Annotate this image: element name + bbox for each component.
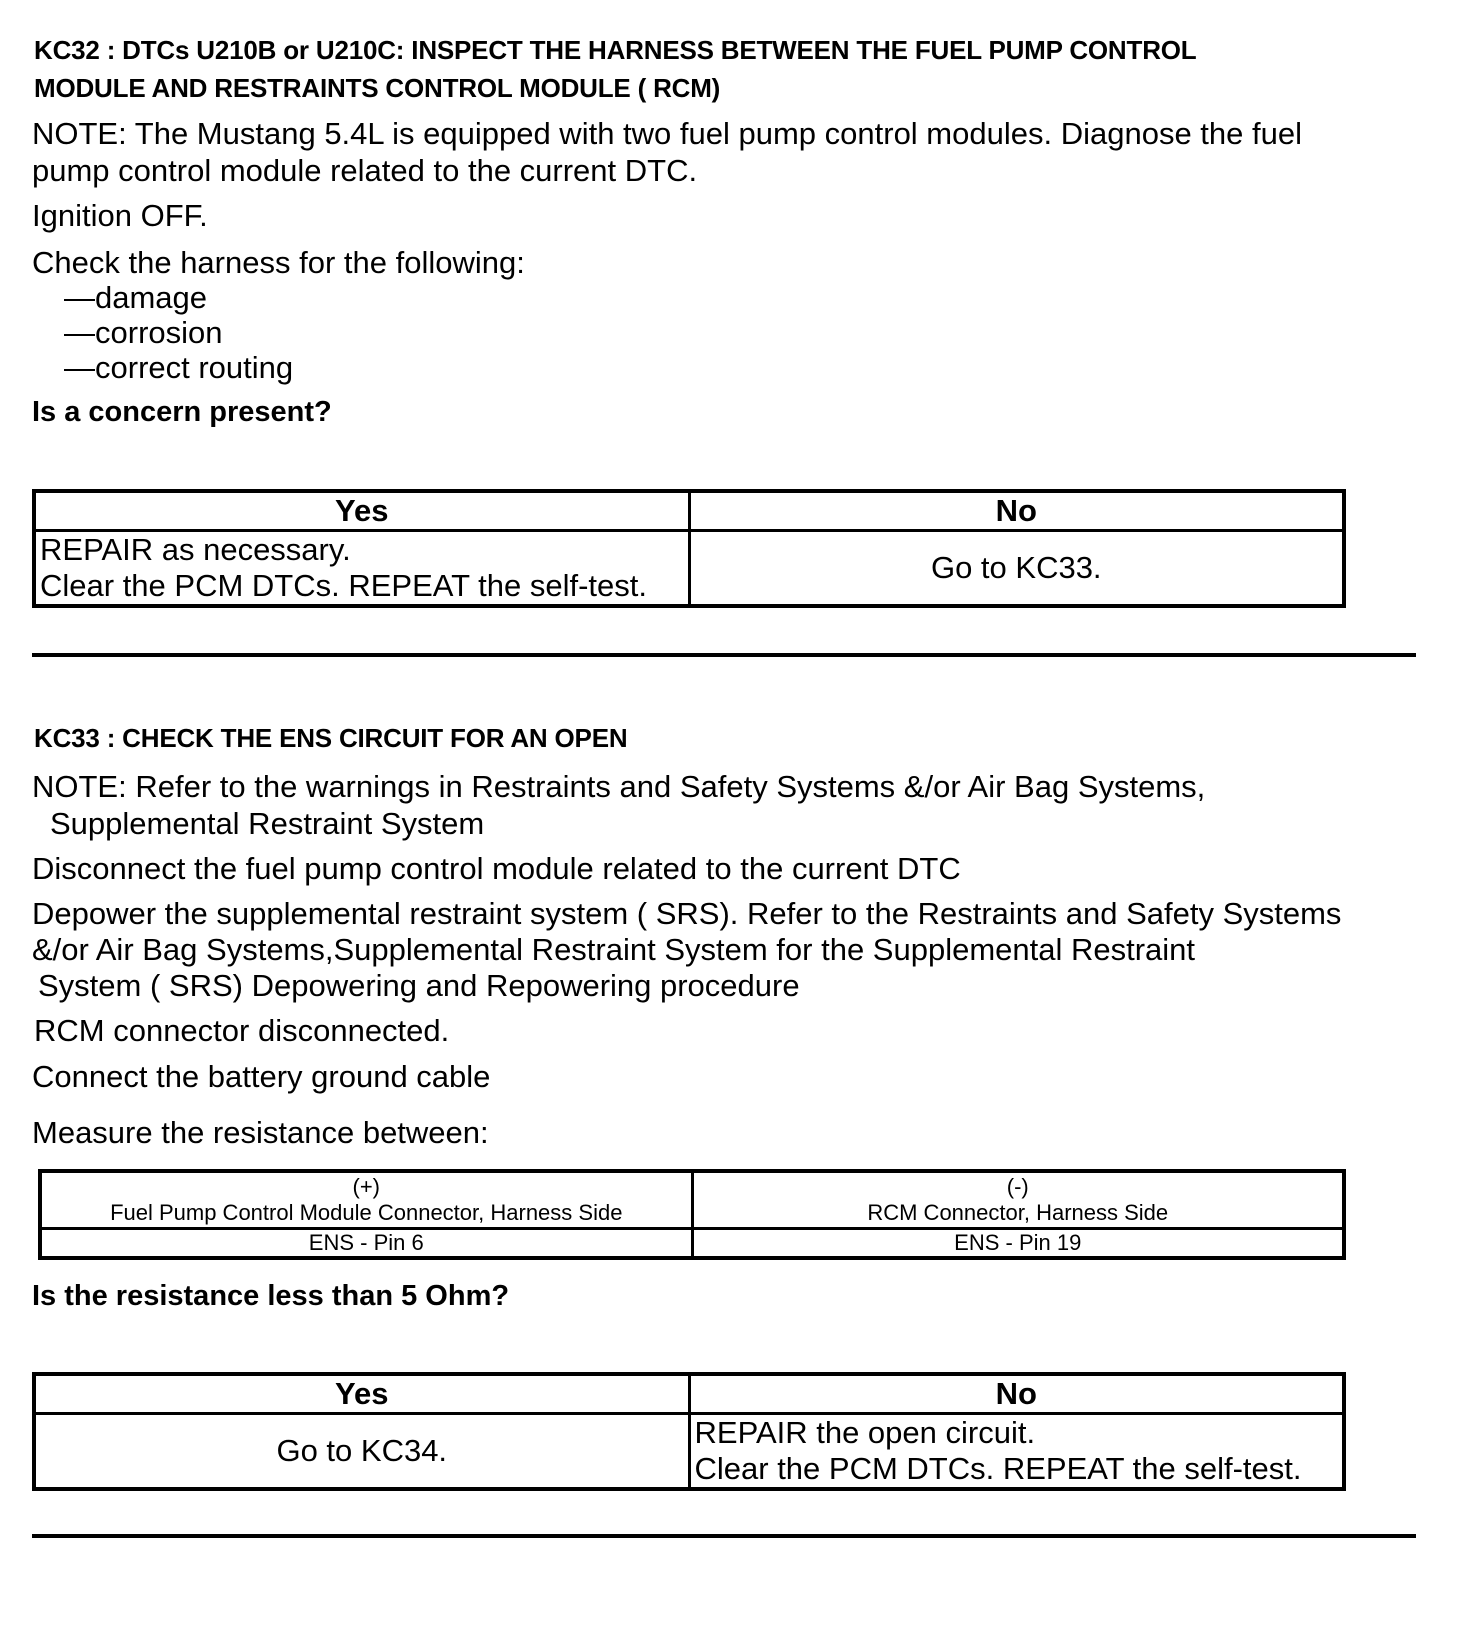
kc32-note [32, 115, 1302, 189]
kc33-result-table [32, 1372, 1346, 1491]
kc33-step-measure: Measure the resistance between: [32, 1115, 489, 1150]
yes-cell: Go to KC34. [34, 1414, 689, 1490]
yes-header: Yes [34, 491, 689, 531]
kc33-question: Is the resistance less than 5 Ohm? [32, 1280, 510, 1312]
kc33-note [32, 768, 1205, 842]
depower-line3: System ( SRS) Depowering and Repowering procedure [38, 968, 800, 1003]
no-line2: Clear the PCM DTCs. REPEAT the self-test. [694, 1451, 1302, 1486]
table-row [34, 531, 1344, 607]
minus-label: RCM Connector, Harness Side [867, 1200, 1169, 1225]
kc33-step-disconnect: Disconnect the fuel pump control module related to the current DTC [32, 851, 961, 886]
plus-header [40, 1171, 692, 1229]
kc32-step-ignition: Ignition OFF. [32, 198, 208, 233]
depower-line1: Depower the supplemental restraint system ( SRS). Refer to the Restraints and Safety Systems [32, 896, 1342, 931]
kc32-result-table [32, 489, 1346, 608]
check-item: —corrosion [64, 315, 223, 350]
no-cell [689, 1414, 1344, 1490]
measure-table [38, 1169, 1346, 1260]
no-line1: REPAIR the open circuit. [694, 1415, 1036, 1450]
kc32-step-check: Check the harness for the following: [32, 245, 525, 280]
yes-line2: Clear the PCM DTCs. REPEAT the self-test. [40, 568, 647, 603]
measure-header-row [40, 1171, 1344, 1229]
kc32-heading-line2: MODULE AND RESTRAINTS CONTROL MODULE ( RCM) [34, 73, 721, 103]
no-cell: Go to KC33. [689, 531, 1344, 607]
yes-line1: REPAIR as necessary. [40, 532, 351, 567]
kc33-step-battery: Connect the battery ground cable [32, 1059, 491, 1094]
plus-symbol: (+) [352, 1174, 380, 1199]
kc33-heading: KC33 : CHECK THE ENS CIRCUIT FOR AN OPEN [34, 723, 628, 753]
kc32-question: Is a concern present? [32, 396, 332, 428]
kc33-note-line1: NOTE: Refer to the warnings in Restraints and Safety Systems &/or Air Bag Systems, [32, 769, 1206, 804]
check-item: —damage [64, 280, 208, 315]
yes-cell [34, 531, 689, 607]
kc32-note-line1: NOTE: The Mustang 5.4L is equipped with two fuel pump control modules. Diagnose the fuel [32, 116, 1302, 151]
kc32-check-list [64, 280, 293, 385]
kc33-note-line2: Supplemental Restraint System [50, 806, 485, 841]
minus-pin: ENS - Pin 19 [692, 1229, 1344, 1259]
section-divider [32, 653, 1416, 657]
minus-symbol: (-) [1006, 1174, 1029, 1199]
no-header: No [689, 491, 1344, 531]
kc33-step-depower [32, 896, 1341, 1004]
table-row [34, 1414, 1344, 1490]
kc32-heading-line1: KC32 : DTCs U210B or U210C: INSPECT THE HARNESS BETWEEN THE FUEL PUMP CONTROL [34, 35, 1197, 65]
kc32-heading [34, 31, 1196, 107]
kc32-note-line2: pump control module related to the current DTC. [32, 153, 698, 188]
minus-header [692, 1171, 1344, 1229]
check-item: —correct routing [64, 350, 294, 385]
section-divider [32, 1534, 1416, 1538]
no-header: No [689, 1374, 1344, 1414]
table-row [40, 1229, 1344, 1259]
yes-header: Yes [34, 1374, 689, 1414]
table-header-row [34, 1374, 1344, 1414]
table-header-row [34, 491, 1344, 531]
plus-pin: ENS - Pin 6 [40, 1229, 692, 1259]
depower-line2: &/or Air Bag Systems,Supplemental Restraint System for the Supplemental Restraint [32, 932, 1196, 967]
plus-label: Fuel Pump Control Module Connector, Harness Side [110, 1200, 623, 1225]
kc33-step-rcm: RCM connector disconnected. [34, 1013, 450, 1048]
